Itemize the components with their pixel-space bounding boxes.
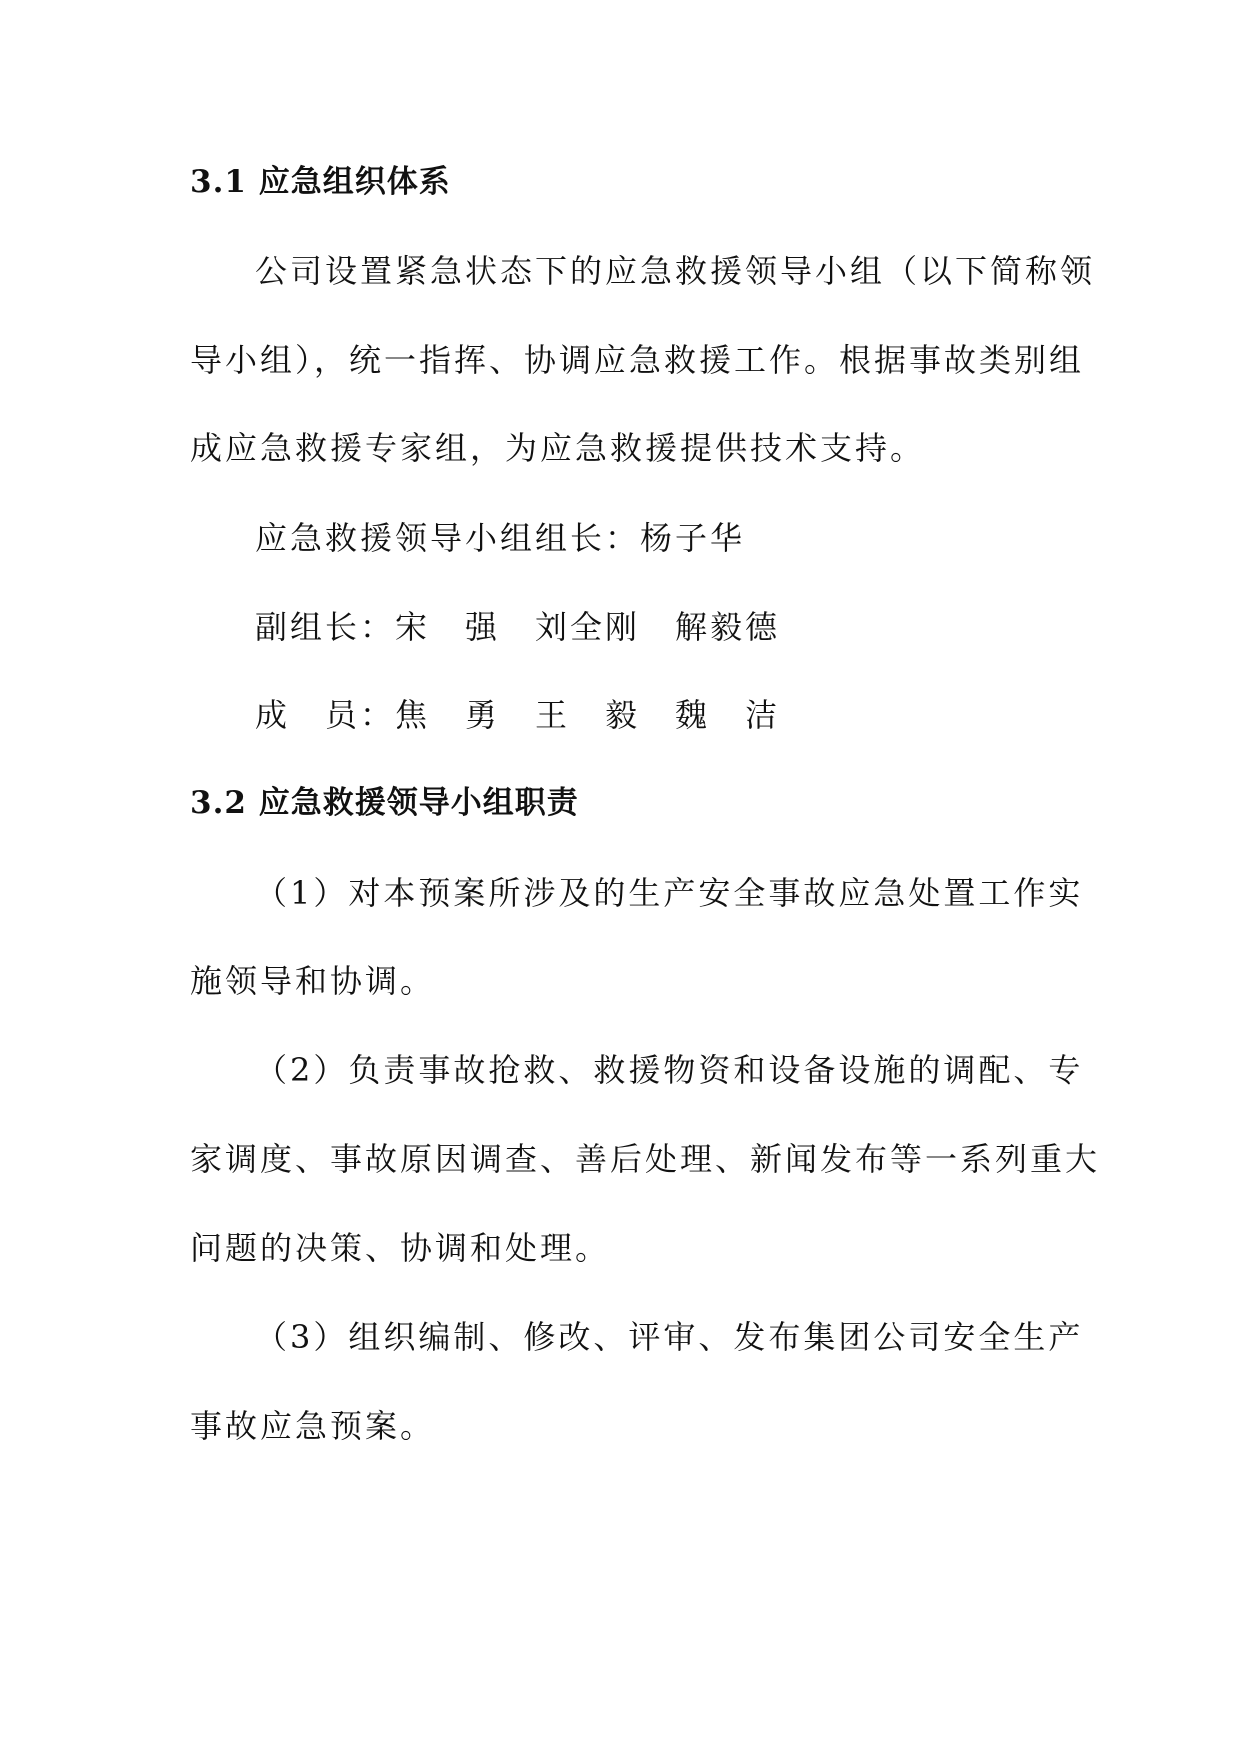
item-1-line-2: 施领导和协调。 [190, 962, 436, 1000]
item-2-line-1: （2）负责事故抢救、救援物资和设备设施的调配、专 [255, 1051, 1084, 1089]
item-2-line-2: 家调度、事故原因调查、善后处理、新闻发布等一系列重大 [190, 1140, 1101, 1178]
leader-line: 应急救援领导小组组长：杨子华 [255, 519, 746, 557]
item-1-line-1: （1）对本预案所涉及的生产安全事故应急处置工作实 [255, 874, 1084, 912]
item-3-line-1: （3）组织编制、修改、评审、发布集团公司安全生产 [255, 1318, 1084, 1356]
section-3-1-paragraph-line-2: 导小组），统一指挥、协调应急救援工作。根据事故类别组 [190, 341, 1085, 379]
section-3-1-paragraph-line-3: 成应急救援专家组，为应急救援提供技术支持。 [190, 429, 926, 467]
item-2-line-3: 问题的决策、协调和处理。 [190, 1229, 611, 1267]
section-3-1-paragraph-line-1: 公司设置紧急状态下的应急救援领导小组（以下简称领 [255, 252, 1096, 290]
deputy-leaders-line: 副组长：宋 强 刘全刚 解毅德 [255, 608, 781, 646]
section-3-1-heading: 3.1 应急组织体系 [190, 164, 451, 200]
members-line: 成 员：焦 勇 王 毅 魏 洁 [255, 696, 781, 734]
item-3-line-2: 事故应急预案。 [190, 1407, 436, 1445]
section-3-2-heading: 3.2 应急救援领导小组职责 [190, 785, 579, 821]
